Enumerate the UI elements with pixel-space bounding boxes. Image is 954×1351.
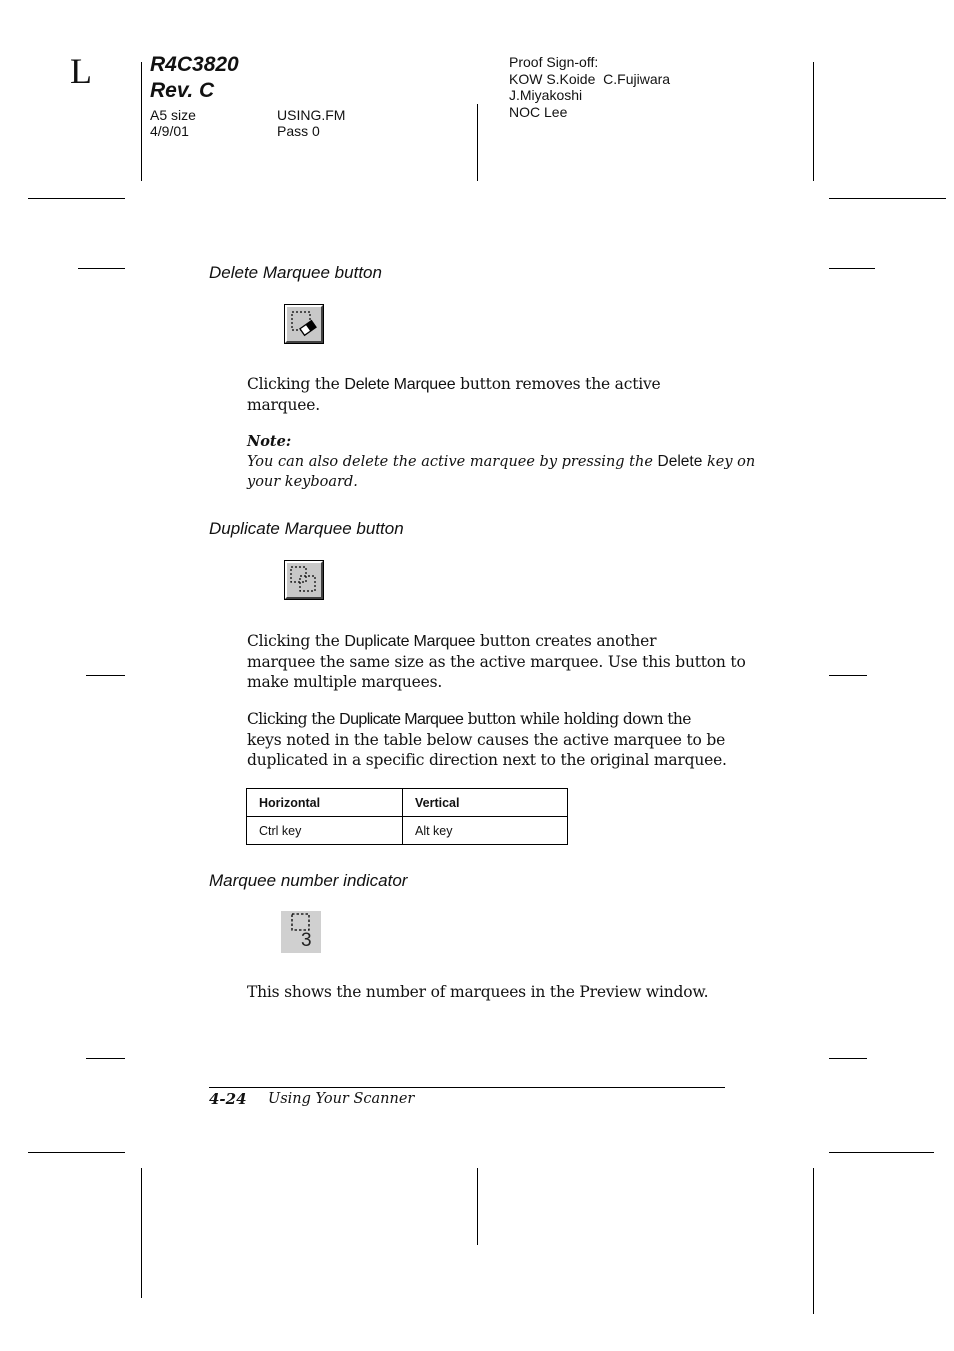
delete-marquee-icon <box>285 305 323 343</box>
modifier-keys-table <box>246 788 568 845</box>
note-key-delete: Delete <box>657 453 703 470</box>
model-number: R4C3820 <box>150 53 239 76</box>
duplicate-p2-line1: Clicking the Duplicate Marquee button while holding down the <box>247 710 691 728</box>
proof-line: J.Miyakoshi <box>509 87 583 103</box>
side-mark: L <box>70 51 92 91</box>
duplicate-p1-line2: marquee the same size as the active marquee. Use this button to <box>247 652 746 671</box>
crop-mark <box>829 1058 867 1059</box>
table-row <box>247 817 568 845</box>
table-cell: Ctrl key <box>247 817 403 845</box>
section-heading-delete: Delete Marquee button <box>209 263 382 282</box>
crop-mark <box>141 1168 142 1298</box>
crop-mark <box>829 1152 934 1153</box>
duplicate-p2-line3: duplicated in a specific direction next to the original marquee. <box>247 751 727 769</box>
marquee-count: 3 <box>301 930 312 951</box>
note-text-line1: You can also delete the active marquee by pressing the Delete key on <box>247 453 756 470</box>
note-text-line2: your keyboard. <box>247 474 358 490</box>
crop-mark <box>813 62 814 181</box>
crop-mark <box>477 104 478 181</box>
crop-mark <box>28 198 125 199</box>
section-heading-indicator: Marquee number indicator <box>209 871 408 890</box>
duplicate-p1-line1: Clicking the Duplicate Marquee button creates another <box>247 632 657 650</box>
pass: Pass 0 <box>277 123 320 139</box>
crop-mark <box>477 1168 478 1245</box>
crop-mark <box>86 675 125 676</box>
ui-term-duplicate-marquee: Duplicate Marquee <box>339 711 464 728</box>
revision: Rev. C <box>150 79 215 102</box>
delete-description-line1: Clicking the Delete Marquee button removes the active <box>247 375 661 393</box>
table-header-cell: Horizontal <box>247 789 403 817</box>
duplicate-p1-line3: make multiple marquees. <box>247 673 443 691</box>
crop-mark <box>829 675 867 676</box>
ui-term-delete-marquee: Delete Marquee <box>344 376 456 393</box>
indicator-description: This shows the number of marquees in the Preview window. <box>247 983 709 1001</box>
page-number: 4-24 <box>209 1090 247 1108</box>
crop-mark <box>28 1152 125 1153</box>
duplicate-p2-line2: keys noted in the table below causes the active marquee to be <box>247 730 726 749</box>
ui-term-duplicate-marquee: Duplicate Marquee <box>344 633 476 650</box>
crop-mark <box>829 198 946 199</box>
delete-description-line2: marquee. <box>247 395 320 414</box>
footer-rule <box>209 1087 725 1088</box>
note-label: Note: <box>247 433 292 450</box>
date: 4/9/01 <box>150 123 189 139</box>
table-cell: Alt key <box>403 817 568 845</box>
duplicate-marquee-icon <box>285 561 323 599</box>
proof-line: NOC Lee <box>509 103 568 120</box>
table-header-row <box>247 789 568 817</box>
marquee-number-indicator <box>281 911 321 953</box>
crop-mark <box>141 62 142 181</box>
proof-title: Proof Sign-off: <box>509 54 599 70</box>
chapter-title: Using Your Scanner <box>268 1091 415 1107</box>
crop-mark <box>78 268 125 269</box>
crop-mark <box>829 268 875 269</box>
page-size: A5 size <box>150 107 196 123</box>
crop-mark <box>86 1058 125 1059</box>
proof-line: KOW S.Koide C.Fujiwara <box>509 70 671 87</box>
table-header-cell: Vertical <box>403 789 568 817</box>
crop-mark <box>813 1168 814 1314</box>
section-heading-duplicate: Duplicate Marquee button <box>209 519 404 538</box>
file-name: USING.FM <box>277 107 346 123</box>
